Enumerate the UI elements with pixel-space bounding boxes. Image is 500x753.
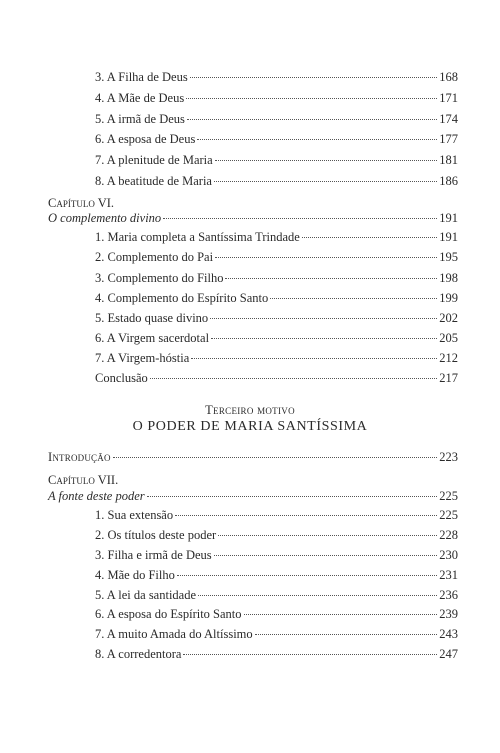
toc-entry[interactable] — [95, 587, 458, 603]
dot-leader — [244, 614, 438, 615]
dot-leader — [214, 181, 437, 182]
toc-entry[interactable] — [95, 90, 458, 106]
toc-entry-label: 4. A Mãe de Deus — [95, 91, 185, 105]
part-kicker: Terceiro motivo — [205, 403, 295, 417]
dot-leader — [270, 298, 437, 299]
introduction-entry[interactable] — [48, 449, 458, 465]
toc-entry-page: 198 — [439, 271, 458, 285]
toc-entry-label: 8. A beatitude de Maria — [95, 174, 212, 188]
dot-leader — [225, 278, 437, 279]
toc-entry-label: 6. A Virgem sacerdotal — [95, 331, 210, 345]
toc-entry-label: 7. A muito Amada do Altíssimo — [95, 627, 253, 641]
toc-entry-label: 7. A Virgem-hóstia — [95, 351, 190, 365]
dot-leader — [163, 218, 437, 219]
chapter-vii-title: A fonte deste poder — [48, 489, 145, 503]
toc-entry-label: 2. Os títulos deste poder — [95, 528, 217, 542]
chapter-vii-label: Capítulo VII. — [48, 473, 119, 487]
toc-entry[interactable] — [95, 290, 458, 306]
dot-leader — [190, 77, 438, 78]
toc-entry-page: 205 — [439, 331, 458, 345]
toc-entry-label: 6. A esposa do Espírito Santo — [95, 607, 242, 621]
toc-entry[interactable] — [95, 507, 458, 523]
toc-entry-page: 177 — [439, 132, 458, 146]
dot-leader — [197, 139, 437, 140]
toc-entry[interactable] — [95, 626, 458, 642]
toc-entry[interactable] — [95, 567, 458, 583]
toc-entry-page: 174 — [439, 112, 458, 126]
dot-leader — [215, 257, 437, 258]
dot-leader — [175, 515, 437, 516]
toc-entry[interactable] — [95, 249, 458, 265]
dot-leader — [255, 634, 438, 635]
toc-entry-page: 243 — [439, 627, 458, 641]
toc-entry[interactable] — [95, 547, 458, 563]
toc-entry-page: 228 — [439, 528, 458, 542]
dot-leader — [183, 654, 437, 655]
dot-leader — [191, 358, 437, 359]
chapter-vi-page: 191 — [439, 211, 458, 225]
toc-entry-label: 3. Filha e irmã de Deus — [95, 548, 212, 562]
toc-entry-label: 2. Complemento do Pai — [95, 250, 214, 264]
dot-leader — [150, 378, 437, 379]
part-title: O PODER DE MARIA SANTÍSSIMA — [132, 419, 368, 434]
dot-leader — [186, 98, 437, 99]
toc-entry-label: 5. A lei da santidade — [95, 588, 197, 602]
toc-entry[interactable] — [95, 69, 458, 85]
chapter-vi-title: O complemento divino — [48, 211, 162, 225]
toc-entry-page: 181 — [439, 153, 458, 167]
toc-entry-label: 3. A Filha de Deus — [95, 70, 188, 84]
dot-leader — [210, 318, 437, 319]
dot-leader — [177, 575, 437, 576]
toc-entry-page: 247 — [439, 647, 458, 661]
conclusion-page: 217 — [439, 371, 458, 385]
toc-entry[interactable] — [95, 173, 458, 189]
dot-leader — [218, 535, 437, 536]
conclusion-entry[interactable] — [95, 370, 458, 386]
toc-entry-page: 199 — [439, 291, 458, 305]
toc-entry[interactable] — [95, 111, 458, 127]
introduction-label: Introdução — [48, 450, 111, 464]
chapter-vii-title-entry[interactable] — [48, 488, 458, 504]
toc-entry-page: 230 — [439, 548, 458, 562]
toc-entry-page: 195 — [439, 250, 458, 264]
toc-entry-page: 231 — [439, 568, 458, 582]
toc-entry[interactable] — [95, 310, 458, 326]
toc-entry-label: 3. Complemento do Filho — [95, 271, 224, 285]
toc-entry-label: 1. Sua extensão — [95, 508, 174, 522]
dot-leader — [215, 160, 438, 161]
toc-entry-label: 8. A corredentora — [95, 647, 182, 661]
dot-leader — [147, 496, 438, 497]
toc-entry[interactable] — [95, 229, 458, 245]
toc-entry[interactable] — [95, 152, 458, 168]
toc-entry[interactable] — [95, 131, 458, 147]
toc-entry-label: 7. A plenitude de Maria — [95, 153, 213, 167]
toc-entry-label: 1. Maria completa a Santíssima Trindade — [95, 230, 300, 244]
toc-entry[interactable] — [95, 330, 458, 346]
dot-leader — [211, 338, 437, 339]
dot-leader — [113, 457, 438, 458]
dot-leader — [198, 595, 437, 596]
toc-entry[interactable] — [95, 606, 458, 622]
toc-entry-label: 6. A esposa de Deus — [95, 132, 196, 146]
conclusion-label: Conclusão — [95, 371, 148, 385]
chapter-vi-label: Capítulo VI. — [48, 196, 115, 210]
toc-entry-label: 4. Mãe do Filho — [95, 568, 175, 582]
toc-entry[interactable] — [95, 646, 458, 662]
toc-entry-page: 168 — [439, 70, 458, 84]
dot-leader — [302, 237, 437, 238]
dot-leader — [187, 119, 437, 120]
toc-entry[interactable] — [95, 527, 458, 543]
toc-entry[interactable] — [95, 270, 458, 286]
toc-entry-page: 239 — [439, 607, 458, 621]
toc-entry-page: 236 — [439, 588, 458, 602]
toc-entry-page: 225 — [439, 508, 458, 522]
toc-entry-page: 171 — [439, 91, 458, 105]
toc-entry-page: 191 — [439, 230, 458, 244]
toc-entry-page: 202 — [439, 311, 458, 325]
toc-entry-label: 5. A irmã de Deus — [95, 112, 185, 126]
dot-leader — [214, 555, 438, 556]
chapter-vii-page: 225 — [439, 489, 458, 503]
introduction-page: 223 — [439, 450, 458, 464]
toc-entry-page: 212 — [439, 351, 458, 365]
toc-entry-label: 4. Complemento do Espírito Santo — [95, 291, 269, 305]
toc-entry-label: 5. Estado quase divino — [95, 311, 209, 325]
chapter-vi-title-entry[interactable] — [48, 210, 458, 226]
toc-entry-page: 186 — [439, 174, 458, 188]
toc-entry[interactable] — [95, 350, 458, 366]
